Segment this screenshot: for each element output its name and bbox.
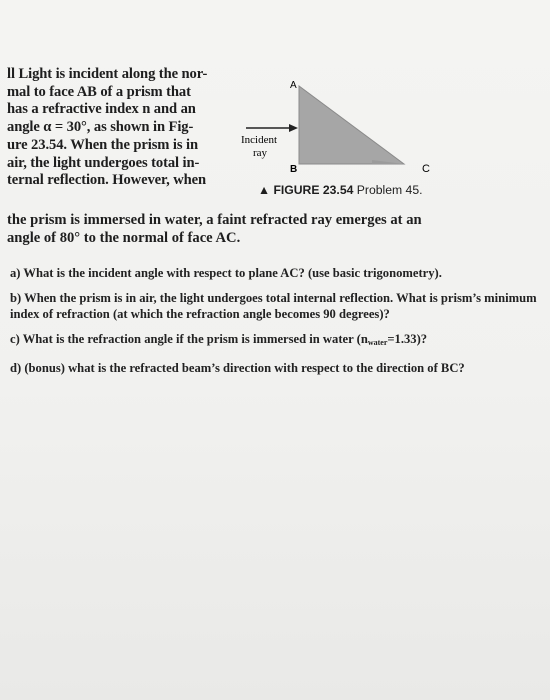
incident-ray-label-2: ray	[253, 147, 268, 159]
problem-line-1: ll Light is incident along the nor-	[7, 66, 208, 82]
question-c: c) What is the refraction angle if the prism is immersed in water $(n_{water}=1.33)$?	[10, 332, 428, 347]
problem-line-4: angle α = 30°, as shown in Fig-	[7, 119, 194, 136]
problem-statement	[7, 66, 225, 190]
problem-line-5: ure 23.54. When the prism is in	[7, 136, 198, 153]
problem-statement-continued	[7, 212, 467, 247]
vertex-b-label: B	[290, 164, 298, 175]
figure-caption-number: ▲ FIGURE 23.54	[258, 183, 354, 197]
question-b-line-2: index of refraction (at which the refraction angle becomes 90 degrees)?	[10, 307, 390, 321]
water-subscript: water	[367, 338, 388, 347]
vertex-a-label: A	[290, 80, 297, 91]
question-list	[10, 265, 545, 385]
question-d: d) (bonus) what is the refracted beam’s direction with respect to the direction of BC?	[10, 361, 465, 375]
problem-line-2: mal to face AB of a prism that	[7, 83, 191, 100]
prism-triangle	[299, 86, 404, 164]
vertex-c-label: C	[422, 163, 430, 175]
problem-marker: ll	[7, 66, 15, 82]
incident-ray-label: Incident	[241, 134, 278, 146]
prism-diagram	[232, 76, 442, 196]
problem-line-3: has a refractive index n and an	[7, 101, 196, 118]
problem-tail-line-1: the prism is immersed in water, a faint refracted ray emerges at an	[7, 212, 422, 228]
question-a: a) What is the incident angle with respect to plane AC? (use basic trigonometry).	[10, 266, 442, 280]
problem-line-7: ternal reflection. However, when	[7, 172, 207, 189]
figure-caption	[258, 183, 423, 197]
problem-tail-line-2: angle of 80° to the normal of face AC.	[7, 229, 241, 246]
figure-caption-text: Problem 45.	[356, 183, 423, 197]
question-b-line-1: b) When the prism is in air, the light undergoes total internal reflection. What is prism’s minimum	[10, 291, 537, 305]
prism-figure	[232, 76, 442, 196]
incident-ray-arrowhead	[289, 124, 298, 132]
question-b	[10, 290, 545, 322]
problem-line-6: air, the light undergoes total in-	[7, 154, 200, 171]
